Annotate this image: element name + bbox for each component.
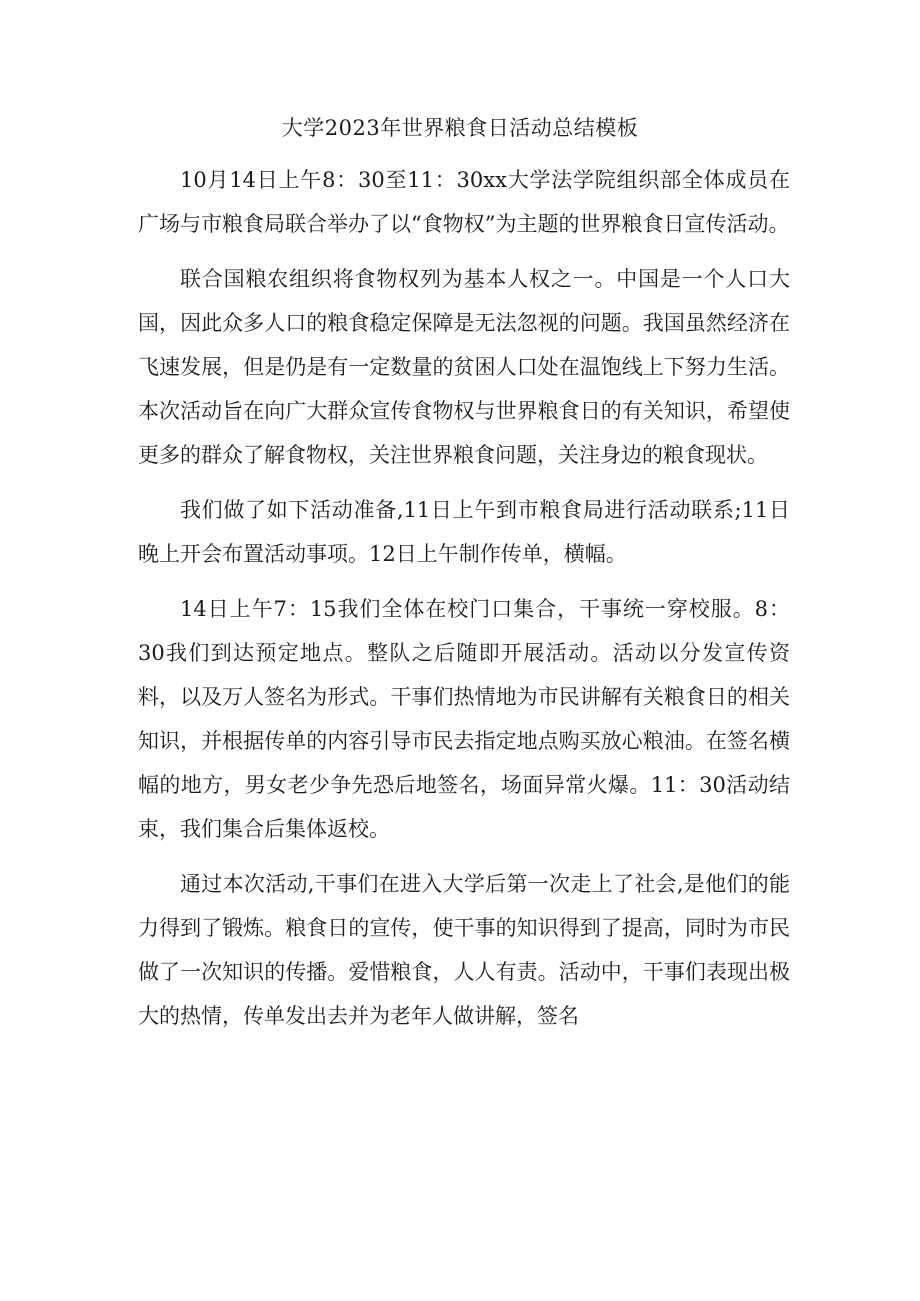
document-body (138, 158, 790, 1038)
paragraph-5: 通过本次活动,干事们在进入大学后第一次走上了社会,是他们的能力得到了锻炼。粮食日的宣传，使干事的知识得到了提高，同时为市民做了一次知识的传播。爱惜粮食，人人有责。活动中，干事们表现出极大的热情，传单发出去并为老年人做讲解，签名 (138, 872, 790, 1028)
paragraph-2: 联合国粮农组织将食物权列为基本人权之一。中国是一个人口大国，因此众多人口的粮食稳定保障是无法忽视的问题。我国虽然经济在飞速发展，但是仍是有一定数量的贫困人口处在温饱线上下努力生活。本次活动旨在向广大群众宣传食物权与世界粮食日的有关知识，希望使更多的群众了解食物权，关注世界粮食问题，关注身边的粮食现状。 (138, 267, 790, 467)
paragraph-1: 10月14日上午8：30至11：30xx大学法学院组织部全体成员在广场与市粮食局联合举办了以“食物权”为主题的世界粮食日宣传活动。 (138, 168, 790, 236)
paragraph-4: 14日上午7：15我们全体在校门口集合，干事统一穿校服。8：30我们到达预定地点。整队之后随即开展活动。活动以分发宣传资料，以及万人签名为形式。干事们热情地为市民讲解有关粮食日的相关知识，并根据传单的内容引导市民去指定地点购买放心粮油。在签名横幅的地方，男女老少争先恐后地签名，场面异常火爆。11：30活动结束，我们集合后集体返校。 (138, 597, 790, 841)
document-title: 大学2023年世界粮食日活动总结模板 (281, 116, 639, 140)
paragraph-3: 我们做了如下活动准备,11日上午到市粮食局进行活动联系;11日晚上开会布置活动事项。12日上午制作传单，横幅。 (138, 498, 790, 566)
